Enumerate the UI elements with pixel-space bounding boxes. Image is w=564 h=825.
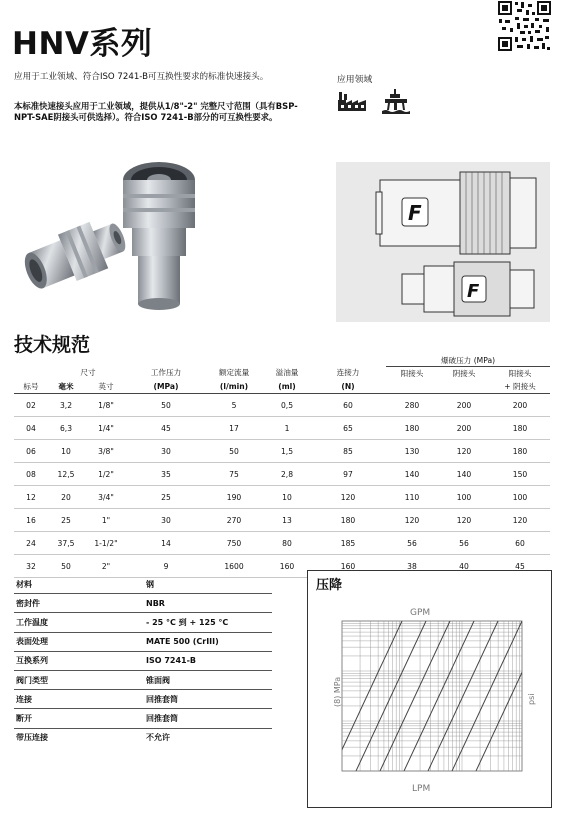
property-label: 带压连接 [16, 733, 48, 743]
table-cell-inch: 1/4" [84, 417, 128, 440]
table-cell-spill: 1,5 [264, 440, 310, 463]
table-cell-b3: 100 [490, 486, 550, 509]
table-cell-b2: 200 [438, 417, 490, 440]
flow-header: 额定流量 [218, 368, 250, 378]
table-cell-b1: 120 [386, 509, 438, 532]
table-cell-b2: 140 [438, 463, 490, 486]
property-row [14, 709, 272, 728]
table-cell-mm: 3,2 [48, 394, 84, 417]
table-cell-mm: 6,3 [48, 417, 84, 440]
property-label: 工作温度 [14, 613, 136, 632]
product-photo [14, 158, 322, 322]
table-cell-force: 60 [310, 394, 386, 417]
properties-table [14, 575, 272, 747]
table-cell-id: 12 [14, 486, 48, 509]
drawing-letter-top: F [408, 201, 422, 225]
table-cell-spill: 0,5 [264, 394, 310, 417]
size-header: 尺寸 [80, 368, 96, 378]
gpm-axis-label: GPM [410, 608, 431, 618]
property-label: 材料 [14, 575, 136, 594]
psi-axis-label: psi [527, 693, 536, 705]
property-value: ISO 7241-B [136, 651, 272, 670]
table-row [14, 509, 550, 532]
property-row [14, 728, 272, 747]
table-cell-pressure: 50 [128, 394, 204, 417]
table-cell-inch: 1/8" [84, 394, 128, 417]
table-cell-b1: 180 [386, 417, 438, 440]
table-cell-flow: 17 [204, 417, 264, 440]
table-cell-spill: 160 [264, 555, 310, 578]
property-row [14, 651, 272, 670]
property-label: 互换系列 [14, 651, 136, 670]
applications-label: 应用领域 [337, 75, 373, 85]
property-label: 密封件 [14, 594, 136, 613]
qr-code-icon [497, 0, 552, 52]
flow-unit: (l/min) [204, 379, 264, 394]
table-cell-flow: 750 [204, 532, 264, 555]
table-cell-id: 06 [14, 440, 48, 463]
table-cell-id: 16 [14, 509, 48, 532]
property-row [14, 594, 272, 613]
table-cell-b1: 280 [386, 394, 438, 417]
table-cell-flow: 1600 [204, 555, 264, 578]
table-cell-b1: 130 [386, 440, 438, 463]
table-cell-pressure: 25 [128, 486, 204, 509]
table-cell-force: 120 [310, 486, 386, 509]
property-value: 锥面阀 [136, 670, 272, 689]
table-row [14, 440, 550, 463]
table-cell-spill: 2,8 [264, 463, 310, 486]
burst-both-header: 阳接头 [508, 368, 532, 378]
table-cell-force: 180 [310, 509, 386, 532]
table-cell-inch: 3/4" [84, 486, 128, 509]
table-cell-force: 97 [310, 463, 386, 486]
table-cell-pressure: 30 [128, 509, 204, 532]
property-value: 钢 [136, 575, 272, 594]
table-row [14, 417, 550, 440]
size-inch-header: 英寸 [84, 379, 128, 394]
table-cell-id: 24 [14, 532, 48, 555]
size-mm-header: 毫米 [48, 379, 84, 394]
table-cell-inch: 1" [84, 509, 128, 532]
oil-platform-icon [382, 88, 410, 118]
table-cell-b3: 60 [490, 532, 550, 555]
table-row [14, 394, 550, 417]
spill-header: 溢油量 [275, 368, 299, 378]
table-cell-spill: 10 [264, 486, 310, 509]
table-cell-b1: 56 [386, 532, 438, 555]
table-row [14, 532, 550, 555]
table-cell-pressure: 14 [128, 532, 204, 555]
property-label: 表面处理 [14, 632, 136, 651]
table-cell-spill: 13 [264, 509, 310, 532]
table-cell-inch: 1-1/2" [84, 532, 128, 555]
mpa-axis-label: (8) MPa [333, 676, 342, 707]
table-cell-b3: 180 [490, 417, 550, 440]
table-cell-mm: 10 [48, 440, 84, 463]
property-label: 连接 [14, 690, 136, 709]
property-row [14, 670, 272, 689]
table-cell-flow: 5 [204, 394, 264, 417]
drawing-letter-bottom: F [467, 281, 480, 302]
property-value: 不允许 [146, 733, 170, 743]
table-cell-b2: 120 [438, 440, 490, 463]
table-cell-inch: 1/2" [84, 463, 128, 486]
table-cell-b3: 180 [490, 440, 550, 463]
page-title: HNV系列 [12, 26, 153, 62]
table-cell-b2: 56 [438, 532, 490, 555]
table-cell-flow: 50 [204, 440, 264, 463]
property-label: 阀门类型 [14, 670, 136, 689]
table-cell-b3: 45 [490, 555, 550, 578]
lpm-axis-label: LPM [412, 784, 431, 794]
pressure-unit: (MPa) [128, 379, 204, 394]
property-row [14, 575, 272, 594]
burst-pressure-header: 爆破压力 (MPa) [386, 354, 550, 367]
table-cell-flow: 190 [204, 486, 264, 509]
table-cell-force: 65 [310, 417, 386, 440]
table-cell-id: 04 [14, 417, 48, 440]
table-cell-mm: 20 [48, 486, 84, 509]
table-cell-id: 02 [14, 394, 48, 417]
property-row [14, 632, 272, 651]
table-cell-spill: 80 [264, 532, 310, 555]
intro-text: 应用于工业领域、符合ISO 7241-B可互换性要求的标准快速接头。 [14, 72, 269, 82]
table-cell-mm: 12,5 [48, 463, 84, 486]
table-cell-mm: 25 [48, 509, 84, 532]
force-header: 连接力 [336, 368, 360, 378]
property-value: NBR [136, 594, 272, 613]
table-cell-b2: 100 [438, 486, 490, 509]
burst-both-header-2: + 阴接头 [490, 379, 550, 394]
table-cell-flow: 75 [204, 463, 264, 486]
table-cell-mm: 37,5 [48, 532, 84, 555]
product-drawing [336, 162, 550, 322]
table-cell-pressure: 45 [128, 417, 204, 440]
table-cell-pressure: 35 [128, 463, 204, 486]
table-cell-spill: 1 [264, 417, 310, 440]
burst-male-header: 阴接头 [452, 368, 476, 378]
table-cell-inch: 2" [84, 555, 128, 578]
spill-unit: (ml) [264, 379, 310, 394]
table-cell-id: 08 [14, 463, 48, 486]
property-value: 回推套筒 [136, 709, 272, 728]
intro-detail-text: 本标准快速接头应用于工业领域，提供从1/8"-2" 完整尺寸范围（具有BSP-NPT-SAE阴接头可供选择）。符合ISO 7241-B部分的可互换性要求。 [14, 101, 298, 122]
property-value: MATE 500 (CrIII) [136, 632, 272, 651]
spec-table [14, 354, 550, 578]
force-unit: (N) [310, 379, 386, 394]
table-cell-b3: 120 [490, 509, 550, 532]
size-id-header: 标号 [14, 379, 48, 394]
property-value: 回推套筒 [136, 690, 272, 709]
table-cell-b2: 200 [438, 394, 490, 417]
property-row [14, 613, 272, 632]
property-value: - 25 °C 到 + 125 °C [136, 613, 272, 632]
table-cell-b1: 140 [386, 463, 438, 486]
table-cell-pressure: 30 [128, 440, 204, 463]
pressure-header: 工作压力 [150, 368, 182, 378]
spec-heading: 技术规范 [14, 334, 91, 356]
table-row [14, 486, 550, 509]
table-cell-id: 32 [14, 555, 48, 578]
table-cell-b2: 120 [438, 509, 490, 532]
table-cell-pressure: 9 [128, 555, 204, 578]
table-cell-force: 160 [310, 555, 386, 578]
table-row [14, 463, 550, 486]
table-cell-mm: 50 [48, 555, 84, 578]
burst-female-header: 阳接头 [400, 368, 424, 378]
pressure-drop-title: 压降 [316, 578, 343, 593]
table-cell-b1: 38 [386, 555, 438, 578]
property-row [14, 690, 272, 709]
table-cell-b3: 200 [490, 394, 550, 417]
table-cell-force: 185 [310, 532, 386, 555]
table-cell-flow: 270 [204, 509, 264, 532]
pressure-drop-chart [330, 605, 540, 801]
table-cell-force: 85 [310, 440, 386, 463]
table-cell-b1: 110 [386, 486, 438, 509]
factory-icon [337, 90, 367, 116]
table-cell-b3: 150 [490, 463, 550, 486]
property-label: 断开 [14, 709, 136, 728]
table-cell-b2: 40 [438, 555, 490, 578]
table-cell-inch: 3/8" [84, 440, 128, 463]
